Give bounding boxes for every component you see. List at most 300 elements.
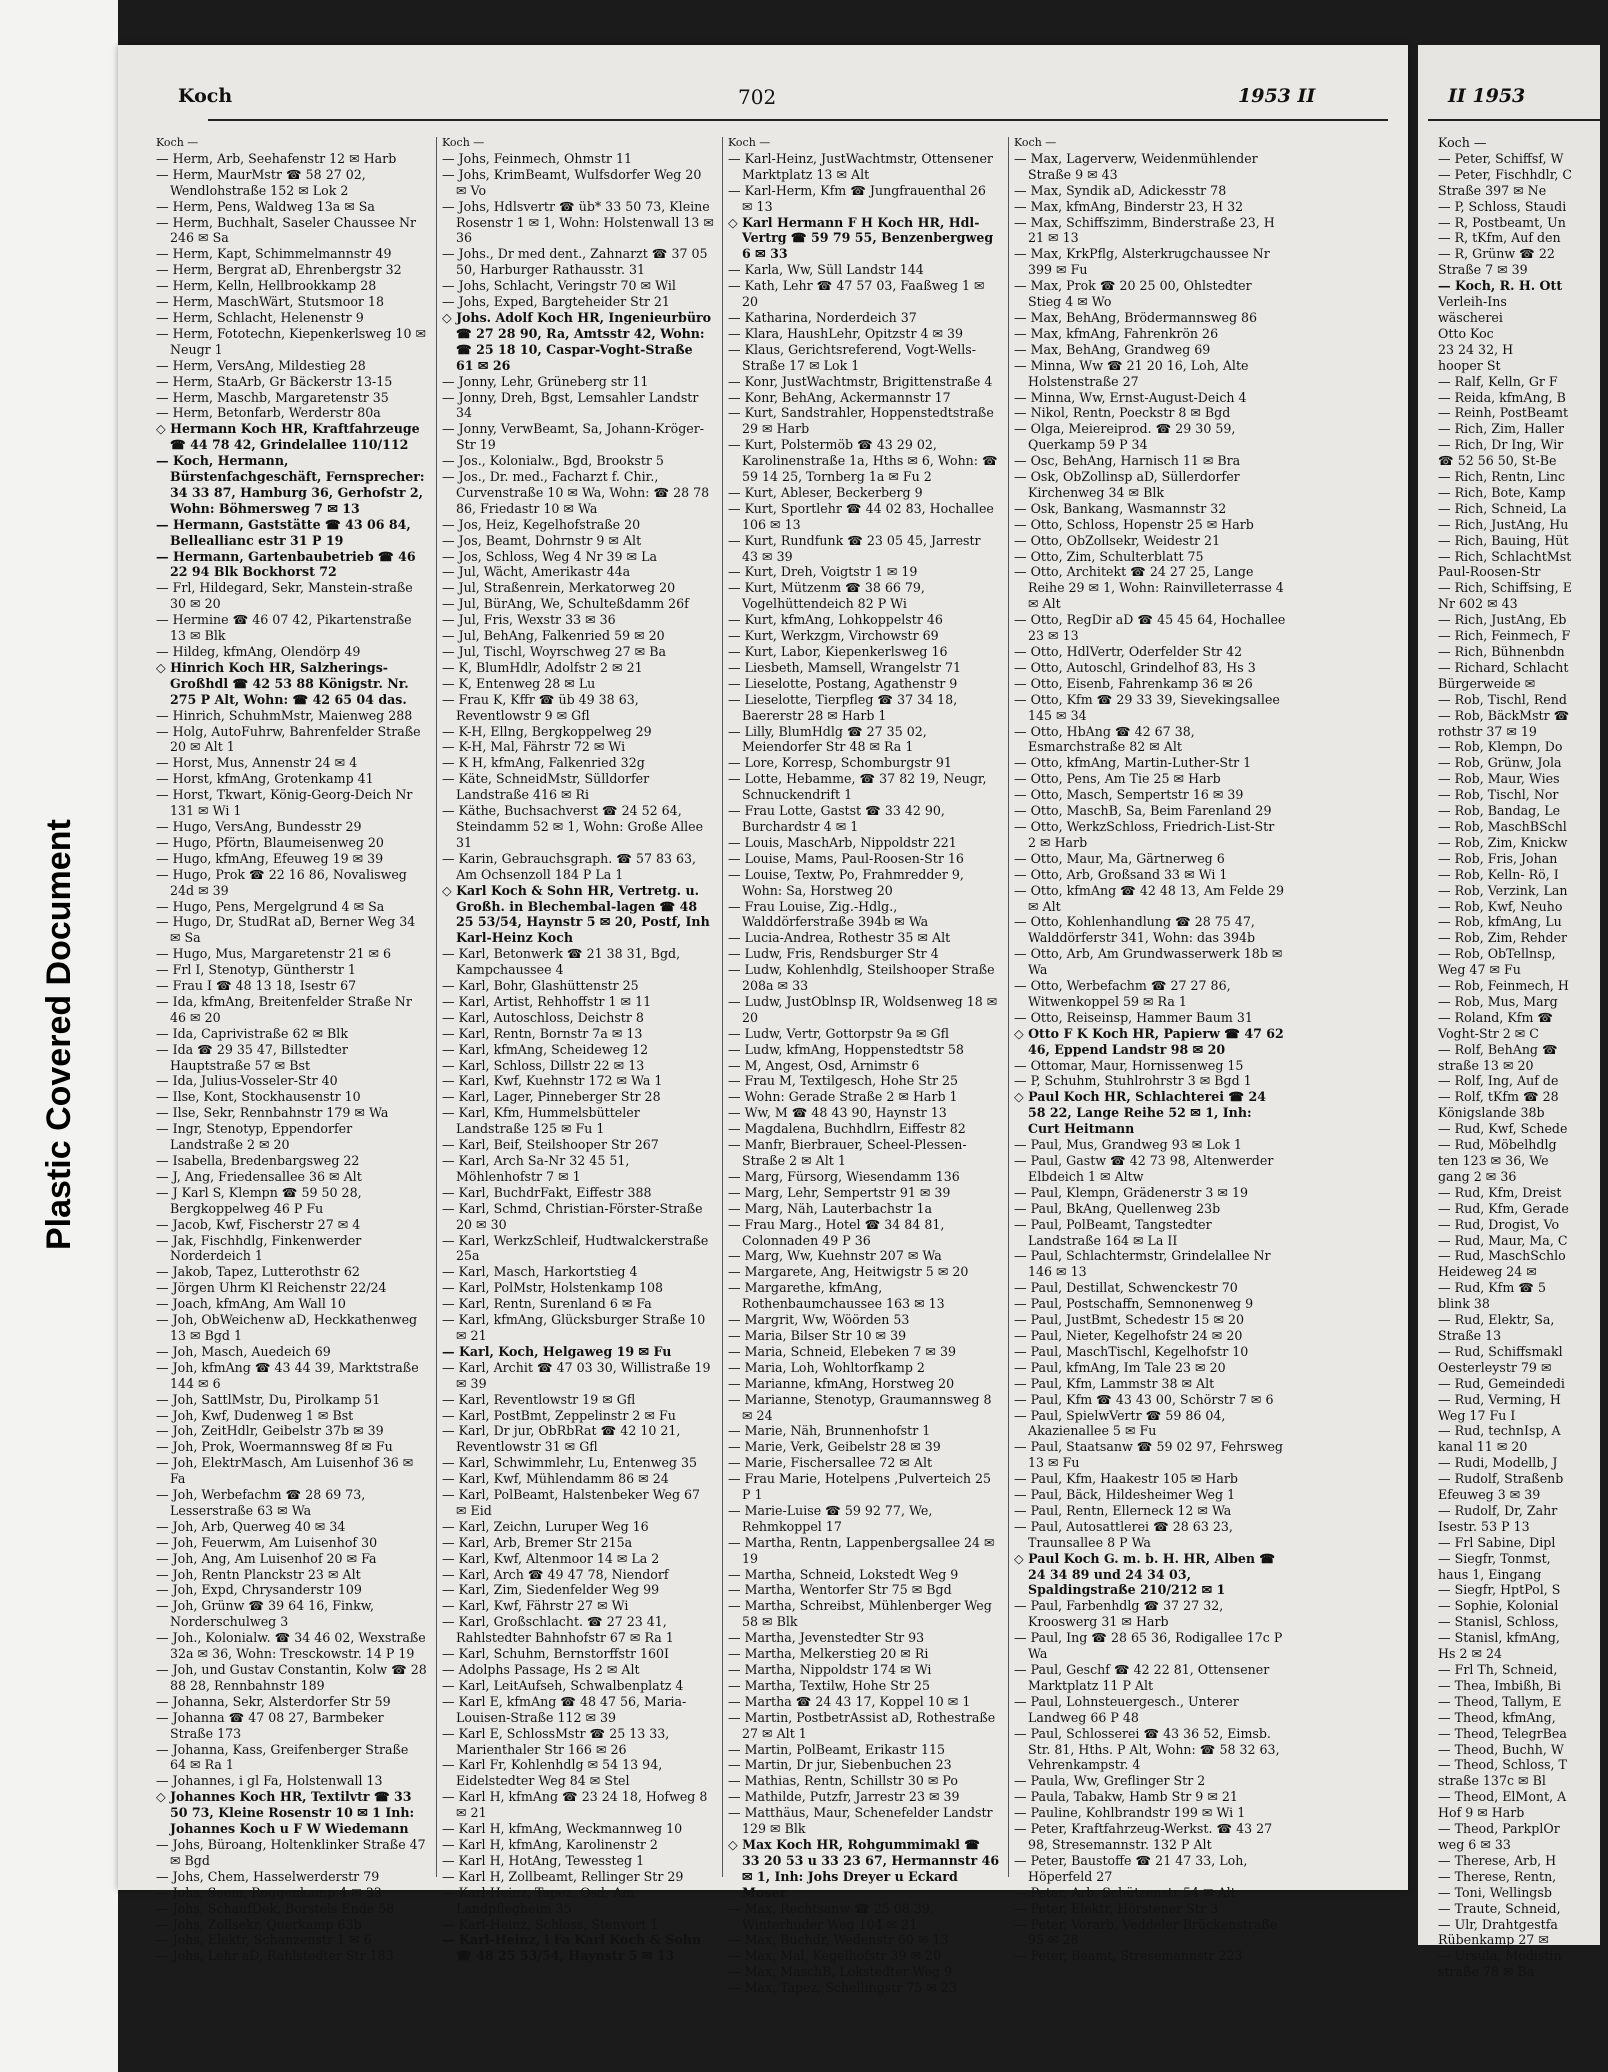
directory-entry: Hof 9 ✉ Harb (1438, 1805, 1525, 1821)
column-header: Koch — (156, 136, 199, 149)
directory-entry: — Koch, R. H. Ott (1438, 278, 1563, 294)
directory-entry: — Theod, TelegrBea (1438, 1725, 1567, 1741)
directory-entry: — Rich, Dr Ing, Wir (1438, 437, 1564, 453)
directory-entry: — Marianne, kfmAng, Horstweg 20 (728, 1375, 955, 1391)
directory-entry: — Herm, Arb, Seehafenstr 12 ✉ Harb (156, 150, 397, 166)
directory-entry: — Rud, Gemeindedi (1438, 1375, 1565, 1391)
directory-entry: — Herm, MaurMstr ☎ 58 27 02, Wendlohstraße 152 ✉ Lok 2 (156, 166, 366, 198)
directory-entry: — Max, BehAng, Grandweg 69 (1014, 341, 1211, 357)
directory-entry: — Otto, Reiseinsp, Hammer Baum 31 (1014, 1009, 1253, 1025)
directory-entry: — Rud, Kfm, Gerade (1438, 1200, 1569, 1216)
directory-entry: — Rich, Bauing, Hüt (1438, 532, 1569, 548)
directory-entry: — Mathias, Rentn, Schillstr 30 ✉ Po (728, 1773, 958, 1789)
directory-entry: — Karl, Kfm, Hummelsbütteler Landstraße 125 ✉ Fu 1 (442, 1105, 640, 1137)
directory-entry: — Paula, Ww, Greflinger Str 2 (1014, 1773, 1206, 1789)
directory-entry: — Jos., Dr. med., Facharzt f. Chir., Curvenstraße 10 ✉ Wa, Wohn: ☎ 28 78 86, Friedastr 10 ✉ Wa (442, 469, 710, 516)
directory-entry: — Margarete, Ang, Heitwigstr 5 ✉ 20 (728, 1264, 969, 1280)
directory-entry: — Ludw, Fris, Rendsburger Str 4 (728, 946, 939, 962)
directory-entry: — Karl E, kfmAng ☎ 48 47 56, Maria-Louisen-Straße 112 ✉ 39 (442, 1693, 687, 1725)
directory-entry: — Reinh, PostBeamt (1438, 405, 1569, 421)
directory-entry: — Karl, Beif, Steilshooper Str 267 (442, 1137, 659, 1153)
column-4 (1014, 135, 1286, 1964)
directory-entry: — Maria, Loh, Wohltorfkamp 2 (728, 1359, 925, 1375)
directory-entry: — Martin, PolBeamt, Erikastr 115 (728, 1741, 945, 1757)
directory-entry: — Ludw, Vertr, Gottorpstr 9a ✉ Gfl (728, 1025, 950, 1041)
directory-entry: — Rob, Tischl, Rend (1438, 691, 1567, 707)
directory-entry: — Johs, Hdlsvertr ☎ üb* 33 50 73, Kleine Rosenstr 1 ✉ 1, Wohn: Holstenwall 13 ✉ 36 (442, 198, 714, 246)
directory-entry: — Johs, Schlacht, Veringstr 70 ✉ Wil (442, 278, 676, 294)
directory-entry: — Rud, Schiffsmakl (1438, 1343, 1563, 1359)
directory-entry: — Joh, ElektrMasch, Am Luisenhof 36 ✉ Fa (156, 1455, 414, 1487)
directory-entry: — Sophie, Kolonial (1438, 1598, 1559, 1614)
directory-entry: — Max, Tapez, Schellingstr 75 ✉ 23 (728, 1980, 957, 1996)
directory-entry: — Max, Mal, Kegelhofstr 39 ✉ 20 (728, 1948, 942, 1964)
directory-entry: — Martha ☎ 24 43 17, Koppel 10 ✉ 1 (728, 1693, 971, 1709)
directory-entry: — Hermann, Gaststätte ☎ 43 06 84, Belleallianc estr 31 P 19 (156, 516, 411, 548)
directory-entry: Verleih-Ins (1438, 294, 1507, 310)
running-head-name: Koch (178, 85, 233, 107)
directory-entry: — Karl-Herm, Kfm ☎ Jungfrauenthal 26 ✉ 13 (728, 182, 986, 214)
directory-entry: — Rud, MaschSchlo (1438, 1248, 1566, 1264)
directory-entry: — Joh, ObWeichenw aD, Heckkathenweg 13 ✉ Bgd 1 (156, 1312, 418, 1343)
directory-entry: Rübenkamp 27 ✉ (1438, 1932, 1549, 1948)
directory-entry: — Karl H, Zollbeamt, Rellinger Str 29 (442, 1868, 684, 1884)
directory-entry: — Paula, Tabakw, Hamb Str 9 ✉ 21 (1014, 1789, 1238, 1805)
directory-entry: — Holg, AutoFuhrw, Bahrenfelder Straße 20 ✉ Alt 1 (156, 723, 421, 755)
directory-entry: — Rob, Klempn, Do (1438, 739, 1563, 755)
directory-entry: — Jacob, Kwf, Fischerstr 27 ✉ 4 (156, 1216, 361, 1232)
directory-entry: — Frl, Hildegard, Sekr, Manstein-straße 30 ✉ 20 (156, 580, 413, 612)
directory-entry: — Karl, kfmAng, Scheideweg 12 (442, 1041, 649, 1057)
directory-entry: — Ida, Julius-Vosseler-Str 40 (156, 1073, 338, 1089)
directory-entry: — Karl, Großschlacht. ☎ 27 23 41, Rahlstedter Bahnhofstr 67 ✉ Ra 1 (442, 1614, 674, 1646)
directory-entry: — Herm, Kapt, Schimmelmannstr 49 (156, 246, 392, 262)
directory-entry: — Joh, Werbefachm ☎ 28 69 73, Lesserstraße 63 ✉ Wa (156, 1487, 366, 1518)
directory-entry: — Herm, Fototechn, Kiepenkerlsweg 10 ✉ Neugr 1 (156, 325, 427, 357)
year-volume: 1953 II (1238, 85, 1316, 107)
directory-entry: ◇ Johannes Koch HR, Textilvtr ☎ 33 50 73, Kleine Rosenstr 10 ✉ 1 Inh: Johannes Koch u F W Wiedemann (156, 1789, 415, 1837)
directory-entry: — Paul, Ing ☎ 28 65 36, Rodigallee 17c P Wa (1014, 1630, 1283, 1662)
directory-entry: — Rich, Feinmech, F (1438, 628, 1571, 644)
directory-entry: — Louise, Textw, Po, Frahmredder 9, Wohn: Sa, Horstweg 20 (728, 866, 964, 898)
directory-entry: — Frau Louise, Zig.-Hdlg., Walddörferstraße 394b ✉ Wa (728, 898, 929, 930)
directory-entry: — Karl, Kwf, Mühlendamm 86 ✉ 24 (442, 1471, 669, 1487)
directory-entry: 23 24 32, H (1438, 341, 1514, 357)
directory-entry: — Otto, RegDir aD ☎ 45 45 64, Hochallee 23 ✉ 13 (1014, 612, 1286, 644)
directory-entry: — Rich, JustAng, Hu (1438, 516, 1569, 532)
directory-entry: — Minna, Ww, Ernst-August-Deich 4 (1014, 389, 1247, 405)
directory-entry: — Rob, Bandag, Le (1438, 803, 1561, 819)
column-header: Koch — (1014, 136, 1057, 149)
directory-entry: — Rolf, Ing, Auf de (1438, 1073, 1559, 1089)
directory-entry: — P, Schloss, Staudi (1438, 198, 1567, 214)
directory-entry: — Rich, Schneid, La (1438, 500, 1567, 516)
directory-entry: — Karl, Schmd, Christian-Förster-Straße 20 ✉ 30 (442, 1200, 703, 1232)
directory-entry: — Paul, Autosattlerei ☎ 28 63 23, Traunsallee 8 P Wa (1014, 1518, 1233, 1550)
directory-entry: — Horst, Tkwart, König-Georg-Deich Nr 131 ✉ Wi 1 (156, 787, 413, 819)
directory-entry: — Siegfr, Tonmst, (1438, 1550, 1551, 1566)
directory-entry: — Otto, Kfm ☎ 29 33 39, Sievekingsallee 145 ✉ 34 (1014, 691, 1280, 723)
directory-entry: — Karl, Zim, Siedenfelder Weg 99 (442, 1582, 660, 1598)
directory-entry: — Max, kfmAng, Binderstr 23, H 32 (1014, 198, 1244, 214)
directory-entry: — Karl E, SchlossMstr ☎ 25 13 33, Marienthaler Str 166 ✉ 26 (442, 1725, 670, 1757)
directory-entry: — K-H, Mal, Fährstr 72 ✉ Wi (442, 739, 626, 755)
directory-entry: — Rob, Mus, Marg (1438, 993, 1558, 1009)
directory-entry: — Kurt, kfmAng, Lohkoppelstr 46 (728, 612, 943, 628)
directory-entry: — Hugo, Mus, Margaretenstr 21 ✉ 6 (156, 946, 392, 962)
directory-entry: — Karl, PolMstr, Holstenkamp 108 (442, 1280, 664, 1296)
directory-entry: — Karl, Kwf, Fährstr 27 ✉ Wi (442, 1598, 629, 1614)
directory-entry: — Wohn: Gerade Straße 2 ✉ Harb 1 (728, 1089, 958, 1105)
directory-entry: — Karl, Schwimmlehr, Lu, Entenweg 35 (442, 1455, 698, 1471)
directory-entry: ◇ Karl Koch & Sohn HR, Vertretg. u. Großh. in Blechembal-lagen ☎ 48 25 53/54, Haynstr 5 ✉ 20, Postf, Inh Karl-Heinz Koch (442, 882, 710, 946)
directory-entry: — Johs, KrimBeamt, Wulfsdorfer Weg 20 ✉ Vo (442, 166, 702, 198)
directory-entry: — Max, Buchdr, Wedenstr 60 ✉ 13 (728, 1932, 949, 1948)
directory-entry: — Karl Fr, Kohlenhdlg ✉ 54 13 94, Eidelstedter Weg 84 ✉ Stel (442, 1757, 663, 1789)
directory-entry: — Jonny, VerwBeamt, Sa, Johann-Kröger-Str 19 (442, 421, 704, 453)
directory-entry: — Otto, Pens, Am Tie 25 ✉ Harb (1014, 771, 1221, 787)
directory-entry: — K, BlumHdlr, Adolfstr 2 ✉ 21 (442, 659, 643, 675)
directory-entry: — Thea, Imbißh, Bi (1438, 1677, 1561, 1693)
directory-entry: — Margrit, Ww, Wöörden 53 (728, 1312, 910, 1328)
directory-entry: Nr 602 ✉ 43 (1438, 596, 1518, 612)
directory-entry: Otto Koc (1438, 325, 1494, 341)
directory-entry: — Jos, Beamt, Dohrnstr 9 ✉ Alt (442, 532, 642, 548)
directory-entry: — Martha, Textilw, Hohe Str 25 (728, 1677, 930, 1693)
directory-entry: — Richard, Schlacht (1438, 659, 1569, 675)
directory-entry: — Matthäus, Maur, Schenefelder Landstr 129 ✉ Blk (728, 1805, 993, 1837)
directory-entry: — Marie, Näh, Brunnenhofstr 1 (728, 1423, 931, 1439)
next-page-column (1438, 135, 1608, 1980)
directory-entry: — Joh, kfmAng ☎ 43 44 39, Marktstraße 144 ✉ 6 (156, 1359, 419, 1391)
directory-entry: — Karl, PolBeamt, Halstenbeker Weg 67 ✉ Eid (442, 1487, 701, 1518)
directory-entry: — Johs, Elektr, Schanzenstr 1 ✉ 6 (156, 1932, 372, 1948)
directory-entry: — Hugo, Pförtn, Blaumeisenweg 20 (156, 834, 384, 850)
directory-entry: — Rud, Möbelhdlg (1438, 1137, 1557, 1153)
directory-entry: — Katharina, Norderdeich 37 (728, 309, 917, 325)
directory-entry: — Joh, ZeitHdlr, Geibelstr 37b ✉ 39 (156, 1423, 384, 1439)
directory-entry: — Peter, Arb, Schützenstr 54 ✉ Alt (1014, 1884, 1236, 1900)
directory-entry: — Karl, Zeichn, Luruper Weg 16 (442, 1518, 649, 1534)
directory-entry: — Herm, Buchhalt, Saseler Chaussee Nr 246 ✉ Sa (156, 214, 417, 246)
directory-entry: — Jonny, Lehr, Grüneberg str 11 (442, 373, 649, 389)
directory-entry: — Karl, LeitAufseh, Schwalbenplatz 4 (442, 1677, 684, 1693)
directory-entry: — Otto, kfmAng, Martin-Luther-Str 1 (1014, 755, 1252, 771)
directory-entry: — Jul, Fris, Wexstr 33 ✉ 36 (442, 612, 616, 628)
directory-entry: ◇ Johs. Adolf Koch HR, Ingenieurbüro ☎ 27 28 90, Ra, Amtsstr 42, Wohn: ☎ 25 18 10, Caspar-Voght-Straße 61 ✉ 26 (442, 309, 712, 373)
directory-entry: — Ursula, Modistin (1438, 1948, 1562, 1964)
directory-entry: — Herm, StaArb, Gr Bäckerstr 13-15 (156, 373, 393, 389)
directory-entry: — Frau I ☎ 48 13 18, Isestr 67 (156, 978, 357, 994)
directory-entry: Voght-Str 2 ✉ C (1438, 1025, 1539, 1041)
directory-entry: — Theod, ParkplOr (1438, 1821, 1560, 1837)
directory-entry: — Otto, Autoschl, Grindelhof 83, Hs 3 (1014, 659, 1256, 675)
directory-entry: — Ingr, Stenotyp, Eppendorfer Landstraße 2 ✉ 20 (156, 1121, 353, 1153)
directory-entry: — Martin, Dr jur, Siebenbuchen 23 (728, 1757, 952, 1773)
directory-entry: — Otto, ObZollsekr, Weidestr 21 (1014, 532, 1221, 548)
directory-entry: — Jul, Wächt, Amerikastr 44a (442, 564, 631, 580)
directory-entry: Isestr. 53 P 13 (1438, 1518, 1530, 1534)
directory-entry: — Hinrich, SchuhmMstr, Maienweg 288 (156, 707, 413, 723)
directory-entry: — R, Postbeamt, Un (1438, 214, 1566, 230)
directory-entry: — Max, MaschB, Lokstedter Weg 9 (728, 1964, 952, 1980)
directory-entry: — Lotte, Hebamme, ☎ 37 82 19, Neugr, Schnuckendrift 1 (728, 771, 987, 803)
directory-entry: — Joh, Ang, Am Luisenhof 20 ✉ Fa (156, 1550, 377, 1566)
directory-entry: — Karl, Schuhm, Bernstorffstr 160I (442, 1646, 670, 1662)
directory-entry: rothstr 37 ✉ 19 (1438, 723, 1537, 739)
directory-entry: — Rob, kfmAng, Lu (1438, 914, 1562, 930)
directory-entry: — Maria, Bilser Str 10 ✉ 39 (728, 1327, 907, 1343)
directory-entry: — Peter, Fischhdlr, C (1438, 166, 1572, 182)
directory-entry: — Joh, Prok, Woermannsweg 8f ✉ Fu (156, 1439, 393, 1455)
directory-entry: — Stanisl, Schloss, (1438, 1614, 1559, 1630)
directory-entry: — Herm, Bergrat aD, Ehrenbergstr 32 (156, 262, 402, 278)
directory-entry: — Karla, Ww, Süll Landstr 144 (728, 262, 924, 278)
directory-entry: — Peter, Beamt, Stresemannstr 223 (1014, 1948, 1243, 1964)
directory-entry: — Max, Lagerverw, Weidenmühlender Straße 9 ✉ 43 (1014, 150, 1258, 182)
directory-entry: — Karl, Schloss, Dillstr 22 ✉ 13 (442, 1057, 645, 1073)
directory-entry: — Marie-Luise ☎ 59 92 77, We, Rehmkoppel 17 (728, 1502, 933, 1534)
directory-entry: — Adolphs Passage, Hs 2 ✉ Alt (442, 1662, 640, 1677)
directory-entry: — Ottomar, Maur, Hornissenweg 15 (1014, 1057, 1244, 1073)
directory-entry: — Kurt, Polstermöb ☎ 43 29 02, Karolinenstraße 1a, Hths ✉ 6, Wohn: ☎ 59 14 25, Tornberg 1a ✉ Fu 2 (728, 437, 998, 485)
directory-entry: — Rolf, tKfm ☎ 28 (1438, 1089, 1559, 1105)
directory-entry: ◇ Otto F K Koch HR, Papierw ☎ 47 62 46, Eppend Landstr 98 ✉ 20 (1014, 1025, 1284, 1057)
directory-entry: — Paul, Kfm ☎ 43 43 00, Schörstr 7 ✉ 6 (1014, 1391, 1274, 1407)
directory-entry: — Jul, Tischl, Woyrschweg 27 ✉ Ba (442, 644, 666, 659)
directory-entry: — K H, kfmAng, Falkenried 32g (442, 755, 645, 771)
directory-entry: — Rob, Fris, Johan (1438, 850, 1558, 866)
directory-entry: — Hugo, Dr, StudRat aD, Berner Weg 34 ✉ Sa (156, 914, 416, 946)
directory-entry: — Jos, Schloss, Weg 4 Nr 39 ✉ La (442, 548, 657, 564)
directory-entry: — Rich, Bote, Kamp (1438, 484, 1566, 500)
directory-entry: — Herm, Schlacht, Helenenstr 9 (156, 309, 364, 325)
directory-entry: straße 78 ✉ Ba (1438, 1964, 1535, 1980)
directory-entry: — Osk, Bankang, Wasmannstr 32 (1014, 500, 1227, 516)
directory-entry: — Marg, Ww, Kuehnstr 207 ✉ Wa (728, 1248, 942, 1264)
directory-entry: — Kurt, Ableser, Beckerberg 9 (728, 484, 923, 500)
directory-entry: — Karl, BuchdrFakt, Eiffestr 388 (442, 1184, 652, 1200)
directory-entry: — Martin, PostbetrAssist aD, Rothestraße 27 ✉ Alt 1 (728, 1709, 996, 1741)
directory-entry: — Herm, Kelln, Hellbrookkamp 28 (156, 278, 377, 294)
directory-entry: — Rob, Zim, Knickw (1438, 834, 1568, 850)
column-1 (156, 135, 428, 1964)
directory-entry: — Peter, Schiffsf, W (1438, 150, 1564, 166)
directory-entry: — Joh, Grünw ☎ 39 64 16, Finkw, Norderschulweg 3 (156, 1598, 375, 1630)
directory-entry: — Jos, Heiz, Kegelhofstraße 20 (442, 516, 641, 532)
directory-entry: — Osk, ObZollinsp aD, Süllerdorfer Kirchenweg 34 ✉ Blk (1014, 469, 1240, 500)
directory-entry: — Johs, Zollsekr, Querkamp 63b (156, 1916, 362, 1932)
directory-entry: — Paul, JustBmt, Schedestr 15 ✉ 20 (1014, 1312, 1245, 1328)
directory-entry: — Marg, Näh, Lauterbachstr 1a (728, 1200, 933, 1216)
directory-entry: — Ulr, Drahtgestfa (1438, 1916, 1558, 1932)
directory-entry: — Herm, MaschWärt, Stutsmoor 18 (156, 294, 384, 310)
directory-entry: — Karl, Kwf, Kuehnstr 172 ✉ Wa 1 (442, 1073, 663, 1089)
directory-entry: — Karl, Dr jur, ObRbRat ☎ 42 10 21, Reventlowstr 31 ✉ Gfl (442, 1423, 681, 1455)
directory-entry: — Olga, Meiereiprod. ☎ 29 30 59, Querkamp 59 P 34 (1014, 421, 1236, 453)
directory-entry: — Otto, MaschB, Sa, Beim Farenland 29 (1014, 803, 1272, 819)
directory-entry: — Klaus, Gerichtsreferend, Vogt-Wells-Straße 17 ✉ Lok 1 (728, 341, 976, 373)
directory-entry: — Rob, Zim, Rehder (1438, 930, 1568, 946)
directory-entry: — Isabella, Bredenbargsweg 22 (156, 1153, 360, 1168)
directory-entry: — Hugo, VersAng, Bundesstr 29 (156, 818, 362, 834)
directory-entry: hooper St (1438, 357, 1501, 373)
directory-entry: — Kath, Lehr ☎ 47 57 03, Faaßweg 1 ✉ 20 (728, 278, 985, 310)
directory-entry: — Karl, Autoschloss, Deichstr 8 (442, 1009, 644, 1025)
directory-entry: — Frau Lotte, Gastst ☎ 33 42 90, Burchardstr 4 ✉ 1 (728, 803, 945, 834)
directory-entry: — Karl, Arch Sa-Nr 32 45 51, Möhlenhofstr 7 ✉ 1 (442, 1153, 630, 1184)
directory-entry: — Karl H, kfmAng, Weckmannweg 10 (442, 1821, 683, 1837)
column-divider (1008, 137, 1009, 1877)
directory-entry: — Johs, Feinmech, Ohmstr 11 (442, 150, 632, 166)
directory-entry: — Ww, M ☎ 48 43 90, Haynstr 13 (728, 1105, 947, 1121)
directory-entry: — Rob, ObTellnsp, (1438, 946, 1556, 962)
directory-entry: ◇ Karl Hermann F H Koch HR, Hdl-Vertrg ☎ 59 79 55, Benzenbergweg 6 ✉ 33 (728, 214, 994, 262)
directory-entry: Königslande 38b (1438, 1105, 1545, 1121)
directory-entry: — Joh, Expd, Chrysanderstr 109 (156, 1582, 362, 1598)
directory-entry: — Horst, kfmAng, Grotenkamp 41 (156, 771, 374, 787)
directory-entry: — Minna, Ww ☎ 21 20 16, Loh, Alte Holstenstraße 27 (1014, 357, 1249, 389)
directory-entry: — Karl, Reventlowstr 19 ✉ Gfl (442, 1391, 636, 1407)
directory-entry: — Käte, SchneidMstr, Sülldorfer Landstraße 416 ✉ Ri (442, 771, 650, 803)
directory-entry: — M, Angest, Osd, Arnimstr 6 (728, 1057, 920, 1073)
directory-entry: — Magdalena, Buchhdlrn, Eiffestr 82 (728, 1121, 966, 1137)
directory-entry: — Hildeg, kfmAng, Olendörp 49 (156, 644, 361, 659)
directory-entry: — Rob, Tischl, Nor (1438, 787, 1559, 803)
directory-entry: — Karl, WerkzSchleif, Hudtwalckerstraße 25a (442, 1232, 709, 1264)
directory-entry: — Rud, Maur, Ma, C (1438, 1232, 1568, 1248)
directory-entry: — Mathilde, Putzfr, Jarrestr 23 ✉ 39 (728, 1789, 960, 1805)
directory-entry: — Karl, Betonwerk ☎ 21 38 31, Bgd, Kampchaussee 4 (442, 946, 681, 978)
directory-entry: — Marie, Fischersallee 72 ✉ Alt (728, 1455, 933, 1471)
directory-entry: — Karl, Archit ☎ 47 03 30, Willistraße 19 ✉ 39 (442, 1359, 711, 1391)
directory-entry: — Jul, Straßenrein, Merkatorweg 20 (442, 580, 676, 596)
directory-entry: — Max, Rechtsanw ☎ 25 08 39, Winterhuder Weg 104 ✉ 21 (728, 1900, 934, 1932)
directory-entry: — Roland, Kfm ☎ (1438, 1009, 1554, 1025)
directory-entry: — Hugo, Prok ☎ 22 16 86, Novalisweg 24d ✉ 39 (156, 866, 407, 898)
directory-entry: — R, Grünw ☎ 22 (1438, 246, 1555, 262)
directory-entry: ◇ Paul Koch G. m. b. H. HR, Alben ☎ 24 34 89 und 24 34 03, Spaldingstraße 210/212 ✉ 1 (1014, 1550, 1276, 1598)
directory-entry: — Paul, Gastw ☎ 42 73 98, Altenwerder Elbdeich 1 ✉ Altw (1014, 1153, 1274, 1184)
directory-entry: — Lucia-Andrea, Rothestr 35 ✉ Alt (728, 930, 951, 946)
directory-entry: — Hugo, kfmAng, Efeuweg 19 ✉ 39 (156, 850, 384, 866)
directory-entry: ◇ Hinrich Koch HR, Salzherings-Großhdl ☎ 42 53 88 Königstr. Nr. 275 P Alt, Wohn: ☎ 42 65 04 das. (156, 659, 409, 707)
directory-entry: — Paul, PolBeamt, Tangstedter Landstraße 164 ✉ La II (1014, 1216, 1212, 1248)
directory-entry: — Manfr, Bierbrauer, Scheel-Plessen-Straße 2 ✉ Alt 1 (728, 1137, 967, 1168)
directory-entry: — Nikol, Rentn, Poeckstr 8 ✉ Bgd (1014, 405, 1231, 421)
directory-entry: Oesterleystr 79 ✉ (1438, 1359, 1552, 1375)
directory-entry: — Karl, Koch, Helgaweg 19 ✉ Fu (442, 1343, 672, 1359)
directory-entry: — Rob, Kwf, Neuho (1438, 898, 1563, 914)
directory-entry: — Peter, Elektr, Hörstener Str 3 (1014, 1900, 1218, 1916)
directory-entry: — Frau Marie, Hotelpens ‚Pulverteich 25 P 1 (728, 1471, 992, 1503)
directory-entry: — Maria, Schneid, Elebeken 7 ✉ 39 (728, 1343, 956, 1359)
directory-entry: ☎ 52 56 50, St-Be (1438, 453, 1557, 469)
directory-entry: — Johs, Lehr aD, Rahlstedter Str 183 (156, 1948, 394, 1964)
directory-entry: — Paul, Schlosserei ☎ 43 36 52, Eimsb. Str. 81, Hths. P Alt, Wohn: ☎ 58 32 63, Vehrenkampstr. 4 (1014, 1725, 1280, 1773)
directory-entry: — Rob, MaschBSchl (1438, 818, 1567, 834)
directory-entry: — Marg, Lehr, Sempertstr 91 ✉ 39 (728, 1184, 951, 1200)
directory-entry: — R, tKfm, Auf den (1438, 230, 1561, 246)
directory-entry: — Klara, HaushLehr, Opitzstr 4 ✉ 39 (728, 325, 964, 341)
directory-entry: — Joh, SattlMstr, Du, Pirolkamp 51 (156, 1391, 381, 1407)
directory-entry: — Rud, technIsp, A (1438, 1423, 1561, 1439)
directory-entry: — Otto, Kohlenhandlung ☎ 28 75 47, Walddörferstr 341, Wohn: das 394b (1014, 914, 1256, 946)
directory-entry: — Osc, BehAng, Harnisch 11 ✉ Bra (1014, 453, 1241, 469)
directory-entry: — Rich, SchlachtMst (1438, 548, 1572, 564)
directory-entry: — Rolf, BehAng ☎ (1438, 1041, 1558, 1057)
directory-entry: — Max, KrkPflg, Alsterkrugchaussee Nr 399 ✉ Fu (1014, 246, 1270, 278)
directory-entry: — Paul, Farbenhdlg ☎ 37 27 32, Krooswerg 31 ✉ Harb (1014, 1598, 1224, 1630)
directory-entry: — Joh, und Gustav Constantin, Kolw ☎ 28 88 28, Rennbahnstr 189 (156, 1662, 427, 1693)
directory-entry: — Paul, Rentn, Ellerneck 12 ✉ Wa (1014, 1502, 1232, 1518)
directory-entry: — Rob, Verzink, Lan (1438, 882, 1568, 898)
directory-entry: — Karl, Masch, Harkortstieg 4 (442, 1264, 638, 1280)
directory-entry: — Lieselotte, Postang, Agathenstr 9 (728, 675, 958, 691)
directory-entry: — Otto, Arb, Am Grundwasserwerk 18b ✉ Wa (1014, 946, 1283, 978)
directory-entry: — Rob, Feinmech, H (1438, 978, 1569, 994)
directory-entry: — Jakob, Tapez, Lutterothstr 62 (156, 1264, 360, 1280)
column-2 (442, 135, 714, 1964)
column-3 (728, 135, 1000, 1996)
directory-entry: — Herm, Betonfarb, Werderstr 80a (156, 405, 381, 421)
directory-entry: blink 38 (1438, 1296, 1490, 1312)
directory-entry: — Traute, Schneid, (1438, 1900, 1561, 1916)
directory-entry: Heideweg 24 ✉ (1438, 1264, 1537, 1280)
directory-entry: — Karl-Heinz, i Fa Karl Koch & Sohn ☎ 48 25 53/54, Haynstr 5 ✉ 13 (442, 1932, 702, 1964)
directory-entry: — Rud, Verming, H (1438, 1391, 1561, 1407)
directory-entry: straße 137c ✉ Bl (1438, 1773, 1546, 1789)
directory-entry: — Marianne, Stenotyp, Graumannsweg 8 ✉ 24 (728, 1391, 992, 1423)
directory-entry: — Jul, BürAng, We, Schulteßdamm 26f (442, 596, 689, 612)
directory-entry: — Ilse, Kont, Stockhausenstr 10 (156, 1089, 361, 1105)
directory-entry: — Karl, Arch ☎ 49 47 78, Niendorf (442, 1566, 669, 1582)
directory-entry: — Rud, Kwf, Schede (1438, 1121, 1568, 1137)
directory-entry: — Karl H, kfmAng ☎ 23 24 18, Hofweg 8 ✉ 21 (442, 1789, 708, 1821)
directory-entry: — Horst, Mus, Annenstr 24 ✉ 4 (156, 755, 358, 771)
directory-entry: — Martha, Rentn, Lappenbergsallee 24 ✉ 19 (728, 1534, 995, 1566)
directory-entry: — Frl I, Stenotyp, Güntherstr 1 (156, 962, 356, 978)
directory-entry: — Max, kfmAng, Fahrenkrön 26 (1014, 325, 1219, 341)
directory-entry: — Joh., Kolonialw. ☎ 34 46 02, Wexstraße 32a ✉ 36, Wohn: Tresckowstr. 14 P 19 (156, 1630, 426, 1662)
directory-entry: — Paul, Nieter, Kegelhofstr 24 ✉ 20 (1014, 1327, 1243, 1343)
directory-entry: — Karl-Heinz, Schloss, Stenvort 1 (442, 1916, 659, 1932)
directory-entry: — Martha, Melkerstieg 20 ✉ Ri (728, 1646, 929, 1662)
directory-entry: Hs 2 ✉ 24 (1438, 1646, 1503, 1662)
directory-entry: — Toni, Wellingsb (1438, 1884, 1552, 1900)
directory-entry: — Paul, SpielwVertr ☎ 59 86 04, Akazienallee 5 ✉ Fu (1014, 1407, 1226, 1439)
directory-entry: — Rud, Kfm, Dreist (1438, 1184, 1562, 1200)
directory-entry: — Rudi, Modellb, J (1438, 1455, 1558, 1471)
header-rule (208, 119, 1388, 121)
directory-entry: — Käthe, Buchsachverst ☎ 24 52 64, Steindamm 52 ✉ 1, Wohn: Große Allee 31 (442, 803, 704, 850)
directory-entry: — Martha, Schneid, Lokstedt Weg 9 (728, 1566, 959, 1582)
directory-entry: — Otto, HbAng ☎ 42 67 38, Esmarchstraße 82 ✉ Alt (1014, 723, 1195, 755)
directory-entry: — Karl, Artist, Rehhoffstr 1 ✉ 11 (442, 993, 652, 1009)
directory-entry: Bürgerweide ✉ (1438, 675, 1536, 691)
directory-entry: — Jul, BehAng, Falkenried 59 ✉ 20 (442, 628, 665, 644)
directory-entry: — Otto, Architekt ☎ 24 27 25, Lange Reihe 29 ✉ 1, Wohn: Rainvilleterrasse 4 ✉ Alt (1014, 564, 1284, 612)
directory-entry: — Joach, kfmAng, Am Wall 10 (156, 1296, 346, 1312)
directory-entry: — Paul, Mus, Grandweg 93 ✉ Lok 1 (1014, 1137, 1242, 1153)
column-divider (722, 137, 723, 1877)
directory-entry: — Kurt, Rundfunk ☎ 23 05 45, Jarrestr 43 ✉ 39 (728, 532, 981, 564)
directory-entry: — Otto, Masch, Sempertstr 16 ✉ 39 (1014, 787, 1244, 803)
directory-entry: — K, Entenweg 28 ✉ Lu (442, 675, 596, 691)
next-page-head: II 1953 (1448, 85, 1526, 107)
directory-entry: — Kurt, Mützenm ☎ 38 66 79, Vogelhüttendeich 82 P Wi (728, 580, 925, 612)
directory-entry: straße 13 ✉ 20 (1438, 1057, 1534, 1073)
